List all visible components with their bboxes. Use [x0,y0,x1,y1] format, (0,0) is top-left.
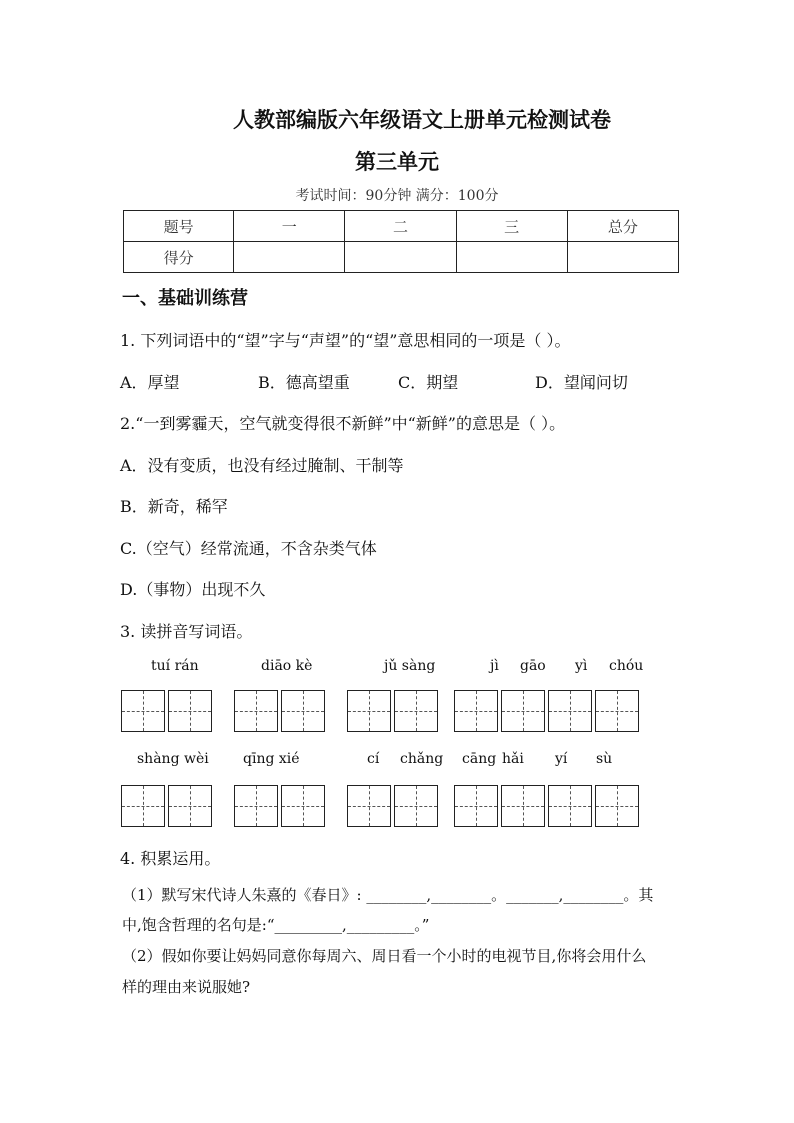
score-header-cell: 二 [345,211,456,242]
pinyin-label: yì [575,658,588,674]
pinyin-label: chǎng [400,751,444,767]
pinyin-label: hǎi [502,751,524,767]
writing-cell[interactable] [548,785,592,827]
unit-title: 第三单元 [355,149,439,174]
writing-cell[interactable] [347,690,391,732]
q1-option-b: B．德高望重 [258,373,350,392]
question-1-stem: 1. 下列词语中的“望”字与“声望”的“望”意思相同的一项是（ ）。 [120,331,571,350]
pinyin-label: chóu [609,658,644,674]
answer-box-group [454,690,642,732]
question-2-stem: 2.“一到雾霾天，空气就变得很不新鲜”中“新鲜”的意思是（ ）。 [120,414,566,433]
writing-cell[interactable] [168,785,212,827]
writing-cell[interactable] [347,785,391,827]
pinyin-label: gāo [520,658,546,674]
score-input-cell[interactable] [567,242,678,273]
pinyin-label: tuí rán [151,658,199,674]
writing-cell[interactable] [595,785,639,827]
answer-box-group [234,690,328,732]
pinyin-label: diāo kè [261,658,313,674]
q4-part2-line1: （2）假如你要让妈妈同意你每周六、周日看一个小时的电视节目,你将会用什么 [122,947,647,965]
score-header-cell: 题号 [124,211,234,242]
answer-box-group [347,690,441,732]
score-table-score-row [124,242,679,273]
writing-cell[interactable] [454,690,498,732]
q2-option-c: C.（空气）经常流通，不含杂类气体 [120,539,377,558]
writing-cell[interactable] [234,690,278,732]
answer-box-group [121,785,215,827]
question-3-stem: 3. 读拼音写词语。 [120,622,253,641]
score-input-cell[interactable] [345,242,456,273]
pinyin-label: cāng [462,751,497,767]
score-header-cell: 一 [234,211,345,242]
writing-cell[interactable] [281,690,325,732]
q1-option-a: A．厚望 [120,373,180,392]
q1-option-d: D．望闻问切 [535,373,628,392]
pinyin-label: cí [367,751,380,767]
q4-part1-line1: （1）默写宋代诗人朱熹的《春日》: ________,________。_______,________。其 [122,886,654,904]
writing-cell[interactable] [454,785,498,827]
pinyin-label: qīng xié [243,751,300,767]
score-header-cell: 总分 [567,211,678,242]
pinyin-label: jǔ sàng [384,658,436,674]
score-row-label: 得分 [124,242,234,273]
q4-part2-line2: 样的理由来说服她? [122,978,251,996]
answer-box-group [347,785,441,827]
writing-cell[interactable] [394,785,438,827]
writing-cell[interactable] [501,785,545,827]
answer-box-group [454,785,642,827]
exam-info: 考试时间：90分钟 满分：100分 [295,188,499,204]
question-4-stem: 4. 积累运用。 [120,849,221,868]
q2-option-b: B．新奇，稀罕 [120,497,228,516]
writing-cell[interactable] [394,690,438,732]
pinyin-label: jì [490,658,499,674]
pinyin-label: shàng wèi [137,751,209,767]
writing-cell[interactable] [234,785,278,827]
score-header-cell: 三 [456,211,567,242]
answer-box-group [234,785,328,827]
q2-option-a: A．没有变质，也没有经过腌制、干制等 [120,456,404,475]
score-table [123,210,679,273]
pinyin-label: sù [596,751,613,767]
score-input-cell[interactable] [234,242,345,273]
q1-option-c: C．期望 [398,373,459,392]
section-heading: 一、基础训练营 [122,288,248,309]
writing-cell[interactable] [595,690,639,732]
pinyin-label: yí [555,751,568,767]
writing-cell[interactable] [121,785,165,827]
page-title: 人教部编版六年级语文上册单元检测试卷 [233,107,611,132]
writing-cell[interactable] [501,690,545,732]
score-input-cell[interactable] [456,242,567,273]
writing-cell[interactable] [121,690,165,732]
writing-cell[interactable] [168,690,212,732]
answer-box-group [121,690,215,732]
writing-cell[interactable] [281,785,325,827]
writing-cell[interactable] [548,690,592,732]
q2-option-d: D.（事物）出现不久 [120,580,266,599]
score-table-header-row [124,211,679,242]
q4-part1-line2: 中,饱含哲理的名句是:“_________,_________。” [122,916,430,934]
